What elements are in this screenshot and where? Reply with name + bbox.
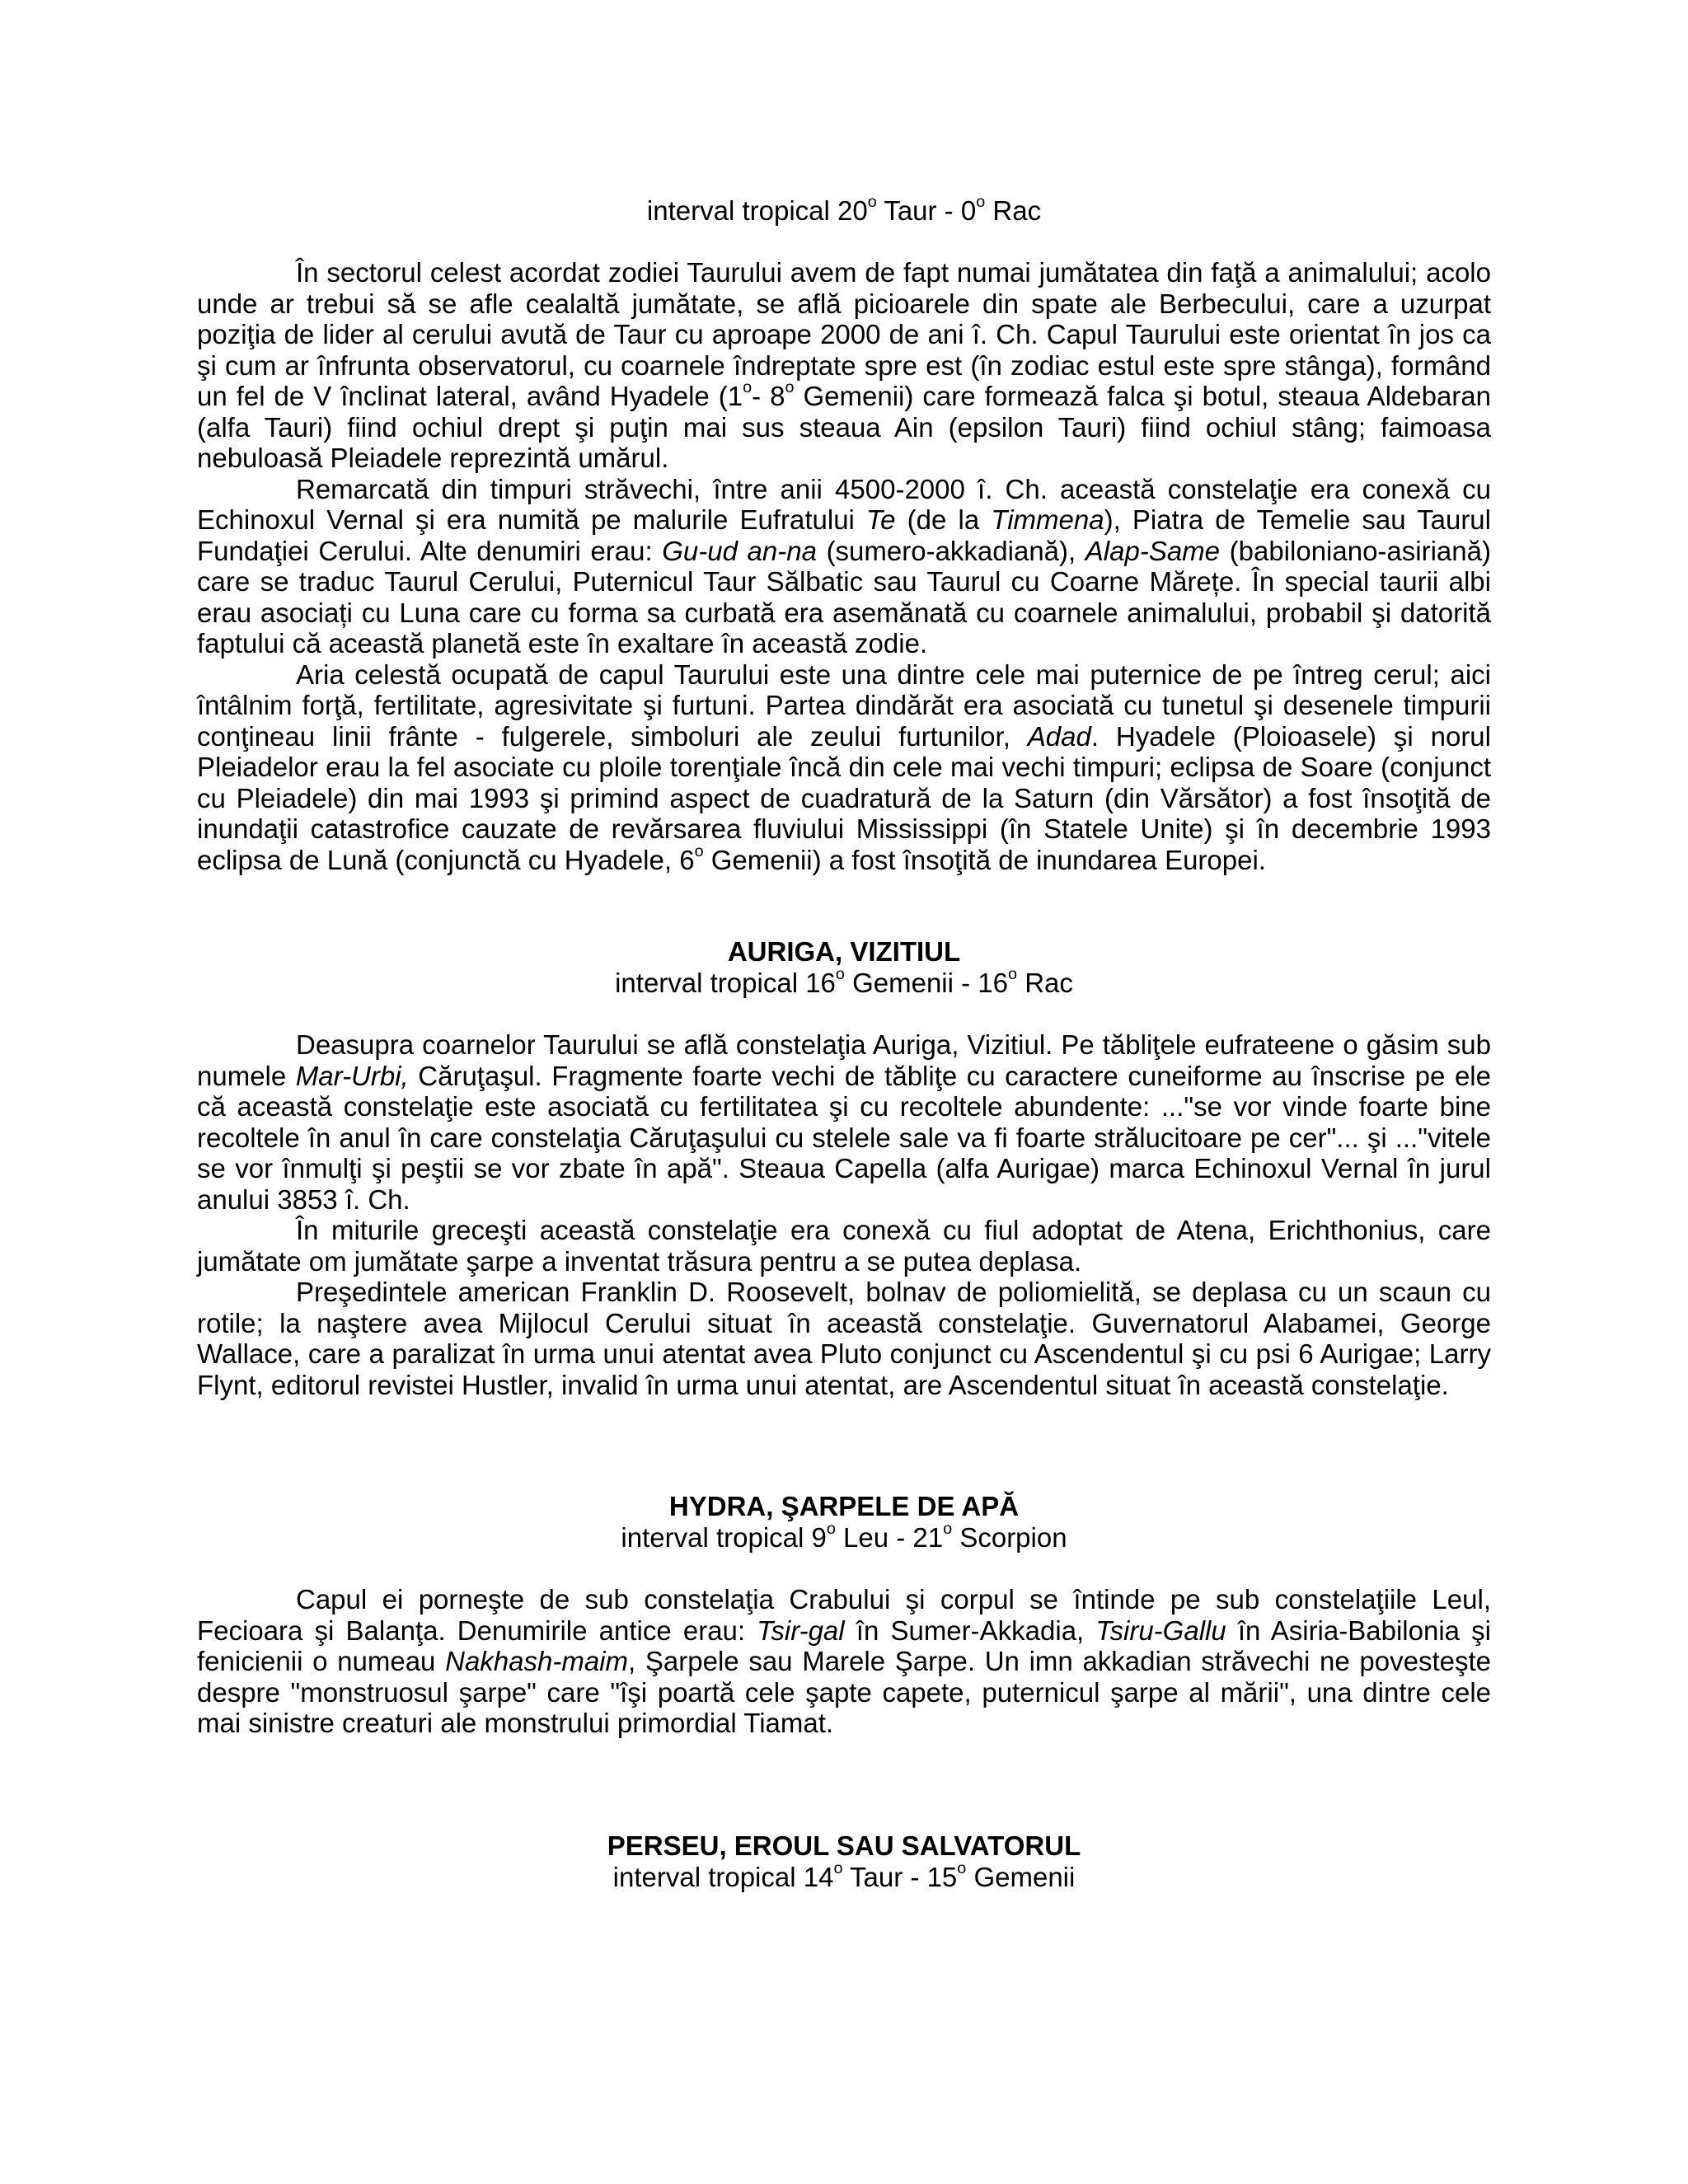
hydra-title: HYDRA, ŞARPELE DE APĂ [668,1491,1020,1521]
auriga-title: AURIGA, VIZITIUL [727,936,961,967]
taurus-interval [197,195,1491,227]
degree-mark: o [1008,965,1018,984]
degree-mark: o [957,1859,967,1878]
interval-text: interval tropical 16$^o$ Gemenii - 16$^o$ Rac [615,965,1073,998]
degree-mark: o [826,1520,836,1539]
italic-term: Mar-Urbi, [295,1060,409,1091]
degree-mark: o [743,378,753,397]
auriga-body [197,1029,1491,1400]
interval-text: interval tropical 20$^o$ Taur - 0$^o$ Rac [646,193,1042,226]
italic-term: Te [866,504,896,535]
paragraph: Deasupra coarnelor Taurului se află constelaţia Auriga, Vizitiul. Pe tăbliţele eufrateene o găsim sub numele Mar-Urbi, Căruţaşul. Fragmente foarte vechi de tăbliţe cu caractere cuneiforme au înscrise pe ele că această constelaţie este asociată cu fertilitatea şi cu recoltele abundente: ..."se vor vinde foarte bine recoltele în anul în care constelaţia Căruţaşului cu stelele sale va fi foarte strălucitoare pe cer"... şi ..."vitele se vor înmulţi şi peştii se vor zbate în apă". Steaua Capella (alfa Aurigae) marca Echinoxul Vernal în jurul anului 3853 î. Ch. [197,1029,1491,1215]
degree-mark: o [943,1520,953,1539]
taurus-body [197,257,1491,875]
italic-term: Timmena [991,504,1104,535]
italic-term: Tsir-gal [757,1615,845,1646]
degree-mark: o [694,841,704,860]
italic-term: Nakhash-maim [445,1646,629,1676]
paragraph: În miturile greceşti această constelaţie era conexă cu fiul adoptat de Atena, Erichthonius, care jumătate om jumătate şarpe a inventat trăsura pentru a se putea deplasa. [197,1215,1491,1277]
degree-mark: o [833,1859,843,1878]
italic-term: Gu-ud an-na [662,535,817,566]
interval-text: interval tropical 14$^o$ Taur - 15$^o$ Gemenii [612,1859,1076,1892]
hydra-interval [197,1522,1491,1554]
hydra-body [197,1584,1491,1739]
degree-mark: o [976,193,986,212]
paragraph: Preşedintele american Franklin D. Roosevelt, bolnav de poliomielită, se deplasa cu un scaun cu rotile; la naştere avea Mijlocul Cerului situat în această constelaţie. Guvernatorul Alabamei, George Wallace, care a paralizat în urma unui atentat avea Pluto conjunct cu Ascendentul şi cu psi 6 Aurigae; Larry Flynt, editorul revistei Hustler, invalid în urma unui atentat, are Ascendentul situat în această constelaţie. [197,1277,1491,1400]
perseus-title: PERSEU, EROUL SAU SALVATORUL [607,1830,1081,1861]
degree-mark: o [867,193,877,212]
paragraph: Aria celestă ocupată de capul Taurului este una dintre cele mai puternice de pe întreg cerul; aici întâlnim forţă, fertilitate, agresivitate şi furtuni. Partea dindărăt era asociată cu tunetul şi desenele timpurii conţineau linii frânte - fulgerele, simboluri ale zeului furtunilor, Adad. Hyadele (Ploioasele) şi norul Pleiadelor erau la fel asociate cu ploile torenţiale încă din cele mai vechi timpuri; eclipsa de Soare (conjunct cu Pleiadele) din mai 1993 şi primind aspect de cuadratură de la Saturn (din Vărsător) a fost însoţită de inundaţii catastrofice cauzate de revărsarea fluviului Mississippi (în Statele Unite) şi în decembrie 1993 eclipsa de Lună (conjunctă cu Hyadele, 6$^o$ Gemenii) a fost însoţită de inundarea Europei. [197,658,1491,875]
paragraph: Remarcată din timpuri străvechi, între anii 4500-2000 î. Ch. această constelaţie era conexă cu Echinoxul Vernal şi era numită pe malurile Eufratului Te (de la Timmena), Piatra de Temelie sau Taurul Fundaţiei Cerului. Alte denumiri erau: Gu-ud an-na (sumero-akkadiană), Alap-Same (babiloniano-asiriană) care se traduc Taurul Cerului, Puternicul Taur Sălbatic sau Taurul cu Coarne Mărețe. În special taurii albi erau asociați cu Luna care cu forma sa curbată era asemănată cu coarnele animalului, probabil şi datorită faptului că această planetă este în exaltare în această zodie. [197,473,1491,658]
paragraph: Capul ei porneşte de sub constelaţia Crabului şi corpul se întinde pe sub constelaţiile Leul, Fecioara şi Balanţa. Denumirile antice erau: Tsir-gal în Sumer-Akkadia, Tsiru-Gallu în Asiria-Babilonia şi fenicienii o numeau Nakhash-maim, Şarpele sau Marele Şarpe. Un imn akkadian străvechi ne povesteşte despre "monstruosul şarpe" care "îşi poartă cele şapte capete, puternicul şarpe al mării", una dintre cele mai sinistre creaturi ale monstrului primordial Tiamat. [197,1584,1491,1738]
perseus-interval [197,1859,1491,1893]
degree-mark: o [835,965,845,984]
italic-term: Tsiru-Gallu [1095,1615,1226,1646]
interval-text: interval tropical 9$^o$ Leu - 21$^o$ Scorpion [621,1520,1067,1553]
italic-term: Adad [1027,720,1091,752]
degree-mark: o [785,378,795,397]
italic-term: Alap-Same [1085,535,1221,566]
paragraph: În sectorul celest acordat zodiei Taurului avem de fapt numai jumătatea din faţă a animalului; acolo unde ar trebui să se afle cealaltă jumătate, se află picioarele din spate ale Berbecului, care a uzurpat poziţia de lider al cerului avută de Taur cu aproape 2000 de ani î. Ch. Capul Taurului este orientat în jos ca şi cum ar înfrunta observatorul, cu coarnele îndreptate spre est (în zodiac estul este spre stânga), formând un fel de V înclinat lateral, având Hyadele (1$^o$- 8$^o$ Gemenii) care formează falca şi botul, steaua Aldebaran (alfa Tauri) fiind ochiul drept şi puţin mai sus steaua Ain (epsilon Tauri) fiind ochiul stâng; faimoasa nebuloasă Pleiadele reprezintă umărul. [197,257,1492,473]
auriga-interval [197,965,1491,999]
